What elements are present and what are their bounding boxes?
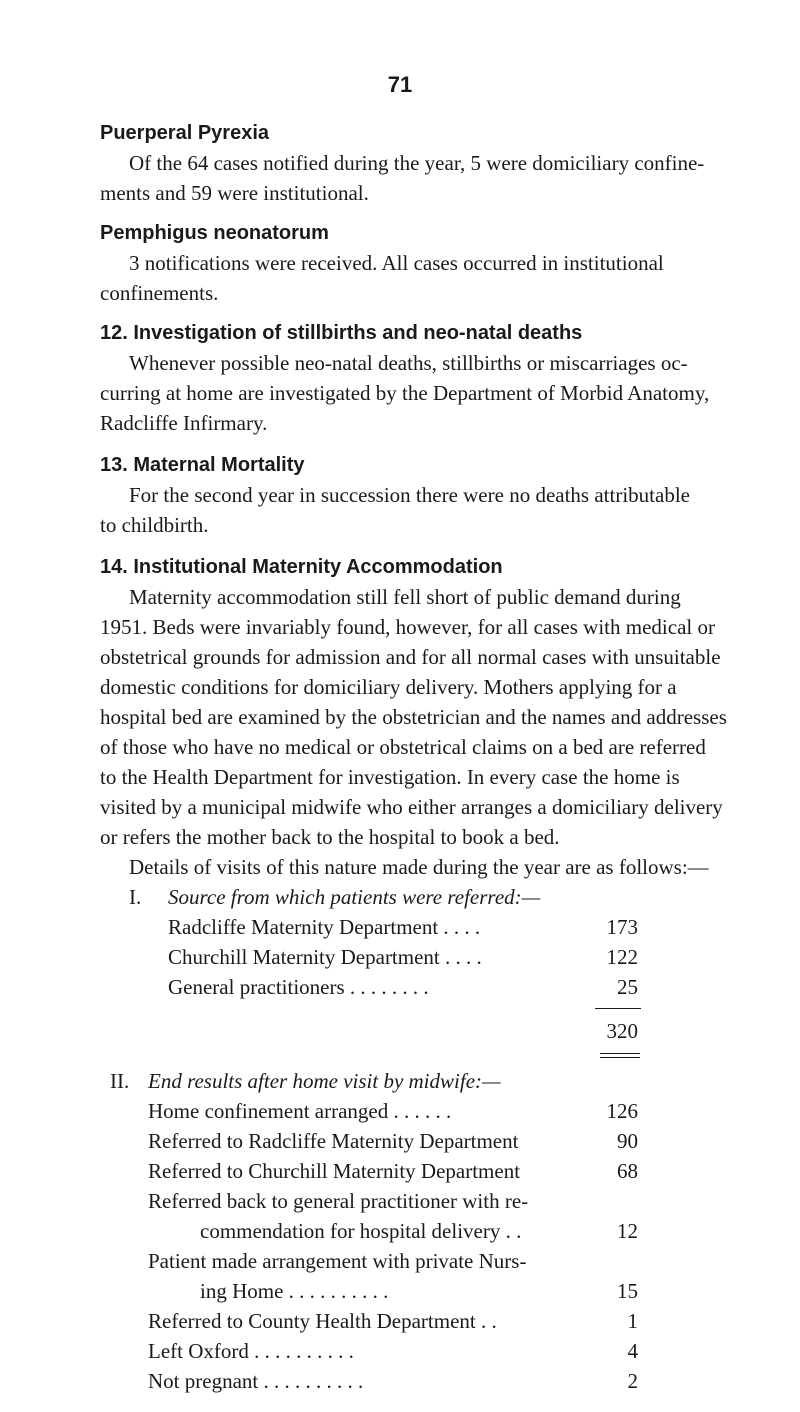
- page-number: 71: [387, 72, 413, 97]
- table-1-caption: Source from which patients were referred:—: [168, 885, 541, 909]
- paragraph-line: ments and 59 were institutional.: [100, 181, 369, 205]
- table-row-value: 173: [606, 915, 638, 939]
- section-heading-13: 13. Maternal Mortality: [100, 454, 305, 476]
- paragraph-line: visited by a municipal midwife who either arranges a domiciliary delivery: [100, 795, 723, 819]
- double-rule: [600, 1053, 640, 1058]
- section-heading-puerperal-pyrexia: Puerperal Pyrexia: [100, 122, 269, 144]
- section-heading-pemphigus: Pemphigus neonatorum: [100, 222, 329, 244]
- table-row-label: commendation for hospital delivery . .: [200, 1219, 522, 1243]
- table-row-label: Radcliffe Maternity Department . . . .: [168, 915, 481, 939]
- paragraph-line: 1951. Beds were invariably found, however, for all cases with medical or: [100, 615, 715, 639]
- table-row-label: Left Oxford . . . . . . . . . .: [148, 1339, 354, 1363]
- table-2-numeral: II.: [110, 1069, 130, 1093]
- paragraph-line: Of the 64 cases notified during the year, 5 were domiciliary confine-: [129, 151, 705, 175]
- paragraph-line: or refers the mother back to the hospital to book a bed.: [100, 825, 560, 849]
- paragraph-line: Details of visits of this nature made during the year are as follows:—: [129, 855, 709, 879]
- table-row-value: 90: [617, 1129, 638, 1153]
- table-row-label: Churchill Maternity Department . . . .: [168, 945, 482, 969]
- paragraph-line: confinements.: [100, 281, 219, 305]
- table-1-total: 320: [606, 1019, 638, 1043]
- paragraph-line: to childbirth.: [100, 513, 209, 537]
- paragraph-line: curring at home are investigated by the Department of Morbid Anatomy,: [100, 381, 710, 405]
- paragraph-line: to the Health Department for investigation. In every case the home is: [100, 765, 680, 789]
- table-row-label: Referred to Churchill Maternity Department: [148, 1159, 521, 1183]
- table-row-label: Referred to Radcliffe Maternity Department: [148, 1129, 519, 1153]
- paragraph-line: For the second year in succession there were no deaths attributable: [129, 483, 690, 507]
- table-row-value: 2: [627, 1369, 638, 1393]
- table-row-value: 15: [617, 1279, 638, 1303]
- table-row-value: 12: [617, 1219, 638, 1243]
- table-1-numeral: I.: [129, 885, 142, 909]
- table-row-label: Referred back to general practitioner with re-: [148, 1189, 529, 1213]
- table-row-label: Referred to County Health Department . .: [148, 1309, 497, 1333]
- table-2-caption: End results after home visit by midwife:—: [148, 1069, 501, 1093]
- section-heading-14: 14. Institutional Maternity Accommodation: [100, 556, 503, 578]
- paragraph-line: hospital bed are examined by the obstetrician and the names and addresses: [100, 705, 727, 729]
- paragraph-line: domestic conditions for domiciliary delivery. Mothers applying for a: [100, 675, 677, 699]
- paragraph-line: of those who have no medical or obstetrical claims on a bed are referred: [100, 735, 706, 759]
- table-row-value: 126: [606, 1099, 638, 1123]
- total-rule: [595, 1008, 641, 1009]
- table-row-label: ing Home . . . . . . . . . .: [200, 1279, 389, 1303]
- table-row-value: 4: [627, 1339, 638, 1363]
- section-heading-12: 12. Investigation of stillbirths and neo-natal deaths: [100, 322, 583, 344]
- paragraph-line: Maternity accommodation still fell short of public demand during: [129, 585, 681, 609]
- paragraph-line: 3 notifications were received. All cases occurred in institutional: [129, 251, 664, 275]
- table-row-value: 25: [617, 975, 638, 999]
- table-row-label: Not pregnant . . . . . . . . . .: [148, 1369, 364, 1393]
- paragraph-line: Radcliffe Infirmary.: [100, 411, 268, 435]
- table-row-value: 1: [627, 1309, 638, 1333]
- table-row-value: 122: [606, 945, 638, 969]
- table-row-label: General practitioners . . . . . . . .: [168, 975, 429, 999]
- table-row-label: Home confinement arranged . . . . . .: [148, 1099, 452, 1123]
- paragraph-line: Whenever possible neo-natal deaths, stillbirths or miscarriages oc-: [129, 351, 688, 375]
- table-row-value: 68: [617, 1159, 638, 1183]
- table-row-label: Patient made arrangement with private Nurs-: [148, 1249, 527, 1273]
- paragraph-line: obstetrical grounds for admission and for all normal cases with unsuitable: [100, 645, 721, 669]
